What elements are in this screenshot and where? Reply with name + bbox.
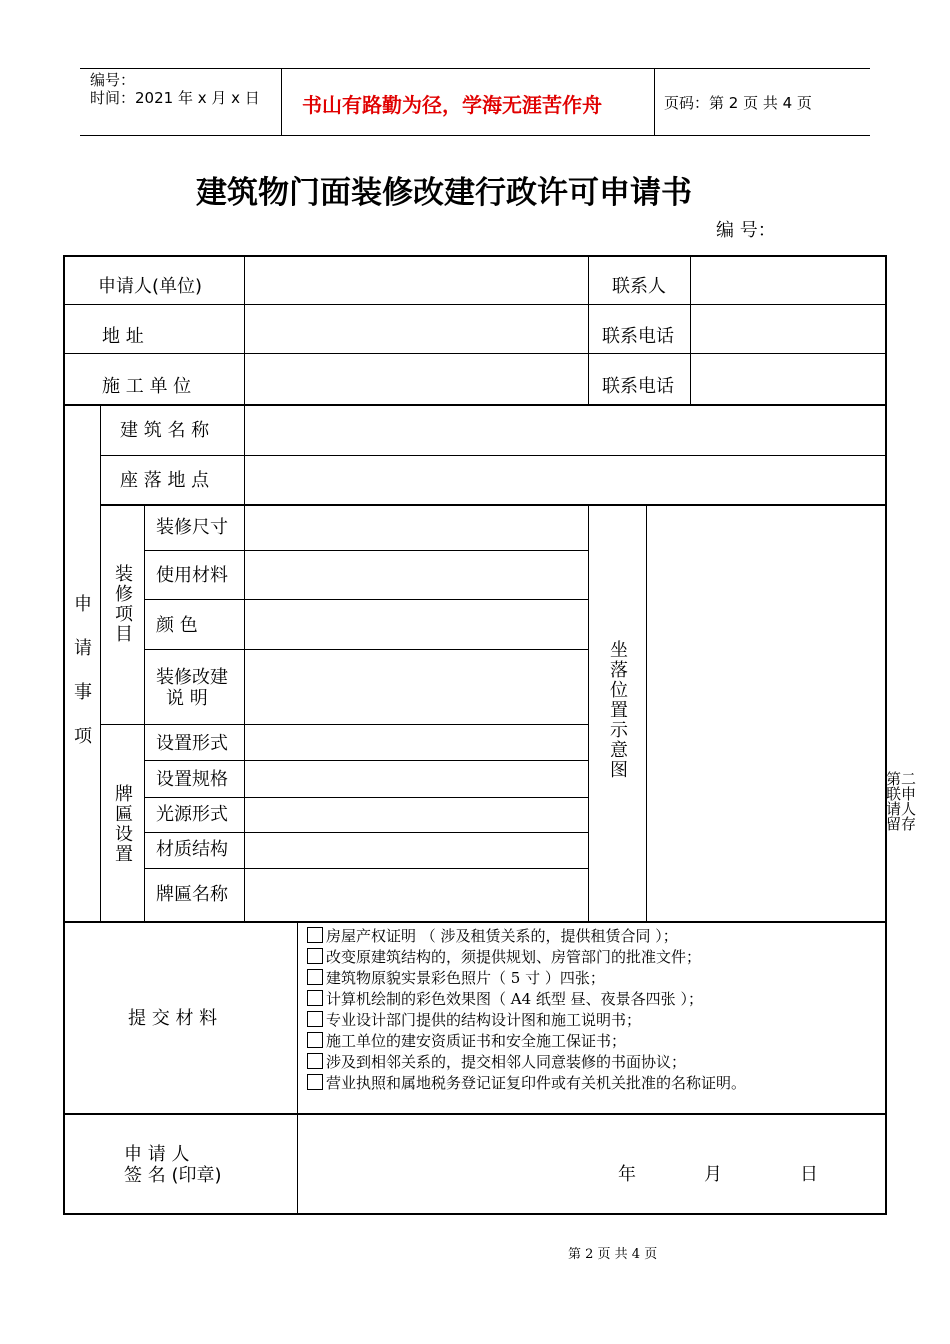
material-item-4[interactable] [307, 990, 703, 1007]
builder-label: 施 工 单 位 [102, 376, 192, 397]
sign-name-field[interactable] [246, 870, 586, 920]
address-label: 地 址 [102, 326, 144, 347]
deco-row-line-1 [144, 550, 588, 551]
decoration-color-label: 颜 色 [156, 615, 198, 636]
header-divider-right [654, 68, 655, 136]
builder-field[interactable] [246, 356, 586, 402]
col-line-right [690, 255, 691, 405]
material-item-6[interactable] [307, 1032, 626, 1049]
material-text: 施工单位的建安资质证书和安全施工保证书； [326, 1032, 627, 1050]
phone-label-1: 联系电话 [602, 326, 674, 347]
material-text: 涉及到相邻关系的，提交相邻人同意装修的书面协议； [326, 1053, 687, 1071]
signature-label-1: 申 请 人 [124, 1144, 190, 1165]
material-text: 改变原建筑结构的，须提供规划、房管部门的批准文件； [326, 948, 702, 966]
material-text: 营业执照和属地税务登记证复印件或有关机关批准的名称证明。 [326, 1074, 747, 1092]
signature-label-2: 签 名 (印章) [124, 1165, 222, 1186]
decoration-material-field[interactable] [246, 552, 586, 598]
decoration-group-label: 装修项目 [112, 564, 133, 644]
group-col-line [144, 504, 145, 922]
material-text: 专业设计部门提供的结构设计图和施工说明书； [326, 1011, 642, 1029]
deco-sign-divider [100, 724, 588, 725]
checkbox-icon[interactable] [307, 1011, 323, 1027]
checkbox-icon[interactable] [307, 948, 323, 964]
building-col-line [244, 404, 245, 922]
signature-top-line [63, 1113, 887, 1115]
col-line-mid [588, 255, 589, 405]
checkbox-icon[interactable] [307, 969, 323, 985]
contact-field[interactable] [692, 258, 884, 302]
sign-name-label: 牌匾名称 [156, 884, 228, 905]
decoration-note-label-2: 说 明 [166, 688, 208, 709]
phone-label-2: 联系电话 [602, 376, 674, 397]
material-item-1[interactable] [307, 927, 678, 944]
building-name-field[interactable] [246, 407, 884, 453]
decoration-color-field[interactable] [246, 601, 586, 648]
table-top-border [63, 255, 887, 257]
sign-row-line-2 [144, 797, 588, 798]
sign-form-label: 设置形式 [156, 733, 228, 754]
footer-page-text: 第 2 页 共 4 页 [568, 1247, 658, 1262]
material-text: 建筑物原貌实景彩色照片（ 5 寸 ）四张； [326, 969, 605, 987]
building-name-label: 建 筑 名 称 [120, 420, 210, 441]
signature-field[interactable] [299, 1116, 599, 1212]
date-year-label: 年 [618, 1164, 636, 1185]
sign-row-line-3 [144, 832, 588, 833]
diagram-label: 坐落位置示意图 [607, 640, 628, 780]
header-bottom-rule [80, 135, 870, 136]
materials-col-line [297, 921, 298, 1214]
header-motto: 书山有路勤为径，学海无涯苦作舟 [302, 93, 602, 117]
checkbox-icon[interactable] [307, 1074, 323, 1090]
checkbox-icon[interactable] [307, 1032, 323, 1048]
table-right-border [885, 255, 887, 1215]
phone-field-2[interactable] [692, 356, 884, 402]
decoration-material-label: 使用材料 [156, 565, 228, 586]
decoration-size-field[interactable] [246, 507, 586, 549]
date-day-label: 日 [800, 1164, 818, 1185]
material-item-5[interactable] [307, 1011, 641, 1028]
table-left-border [63, 255, 65, 1215]
sign-row-line-4 [144, 868, 588, 869]
row-line-4 [100, 455, 887, 456]
sign-structure-field[interactable] [246, 834, 586, 867]
row-line-2 [63, 353, 887, 354]
date-month-label: 月 [704, 1164, 722, 1185]
table-bottom-border [63, 1213, 887, 1215]
address-field[interactable] [246, 306, 586, 351]
material-item-2[interactable] [307, 948, 701, 965]
row-line-3 [63, 404, 887, 406]
row-line-1 [63, 304, 887, 305]
sign-form-field[interactable] [246, 726, 586, 759]
sign-light-label: 光源形式 [156, 804, 228, 825]
header-page-info: 页码：第 2 页 共 4 页 [664, 94, 812, 112]
header-top-rule [80, 68, 870, 69]
sign-spec-field[interactable] [246, 762, 586, 796]
section-label: 申请事项 [71, 594, 92, 770]
applicant-label: 申请人(单位) [98, 276, 203, 297]
deco-row-line-2 [144, 599, 588, 600]
decoration-note-label-1: 装修改建 [156, 667, 228, 688]
side-note: 第二联申请人留存 [886, 770, 917, 833]
header-code-label: 编号： [90, 71, 136, 89]
col-line-label [244, 255, 245, 405]
material-text: 房屋产权证明 （ 涉及租赁关系的，提供租赁合同 ）； [326, 927, 678, 945]
diagram-left-line [588, 504, 589, 922]
material-item-7[interactable] [307, 1053, 686, 1070]
material-item-3[interactable] [307, 969, 605, 986]
deco-row-line-3 [144, 649, 588, 650]
phone-field-1[interactable] [692, 306, 884, 351]
serial-number-label: 编 号： [716, 220, 776, 241]
form-title: 建筑物门面装修改建行政许可申请书 [196, 175, 692, 211]
section-col-line [100, 404, 101, 922]
diagram-area[interactable] [648, 507, 884, 920]
applicant-field[interactable] [246, 258, 586, 302]
location-field[interactable] [246, 457, 884, 503]
sign-structure-label: 材质结构 [156, 839, 228, 860]
contact-label: 联系人 [612, 276, 666, 297]
checkbox-icon[interactable] [307, 927, 323, 943]
checkbox-icon[interactable] [307, 990, 323, 1006]
checkbox-icon[interactable] [307, 1053, 323, 1069]
decoration-note-field[interactable] [246, 651, 586, 723]
material-text: 计算机绘制的彩色效果图（ A4 纸型 昼、夜景各四张 ）； [326, 990, 703, 1008]
sign-spec-label: 设置规格 [156, 769, 228, 790]
row-line-5 [100, 504, 887, 506]
diagram-right-line [646, 504, 647, 922]
location-label: 座 落 地 点 [120, 470, 210, 491]
header-divider-left [281, 68, 282, 136]
sign-light-field[interactable] [246, 799, 586, 831]
materials-top-line [63, 921, 887, 923]
decoration-size-label: 装修尺寸 [156, 517, 228, 538]
materials-label: 提 交 材 料 [128, 1008, 218, 1029]
sign-row-line-1 [144, 760, 588, 761]
sign-group-label: 牌匾设置 [112, 784, 133, 864]
material-item-8[interactable] [307, 1074, 746, 1091]
header-time-label: 时间：2021 年 x 月 x 日 [90, 89, 260, 107]
